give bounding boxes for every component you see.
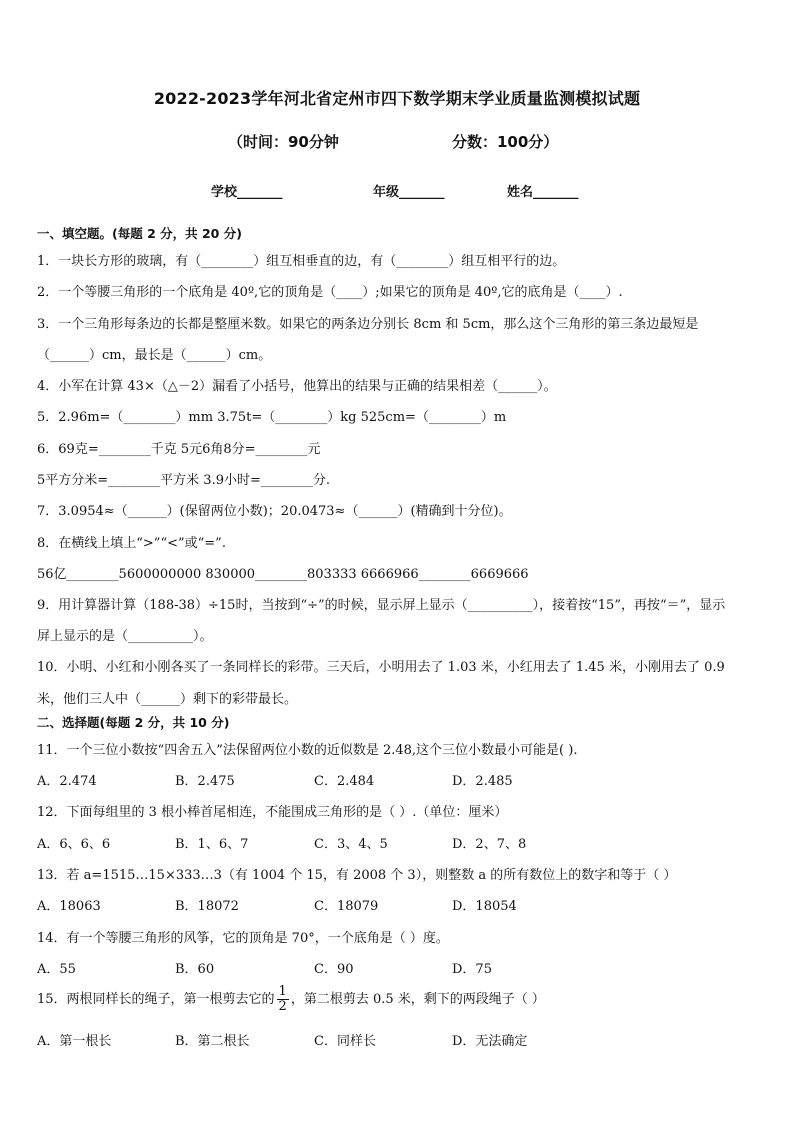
question-line: 5平方分米=________平方米 3.9小时=________分. [37, 473, 330, 488]
fraction [277, 985, 289, 1014]
name-field: 姓名_______ [507, 185, 579, 200]
question-line: 5．2.96m=（________）mm 3.75t=（________）kg 525cm=（________）m [37, 410, 507, 425]
option-c: C．18079 [314, 899, 379, 914]
option-a: A．18063 [37, 899, 101, 914]
question-line: 9．用计算器计算（188-38）÷15时，当按到“÷”的时候，显示屏上显示（__________），接着按“15”，再按“＝”，显示 [37, 598, 726, 613]
option-c: C．3、4、5 [314, 837, 388, 852]
question-line: 6．69克=________千克 5元6角8分=________元 [37, 442, 321, 457]
question-line: 14．有一个等腰三角形的风筝，它的顶角是 70°，一个底角是（ ）度。 [37, 931, 449, 946]
option-a: A．6、6、6 [37, 837, 111, 852]
question-line: 7．3.0954≈（______）(保留两位小数)；20.0473≈（______）(精确到十分位)。 [37, 504, 512, 519]
page-title: 2022-2023学年河北省定州市四下数学期末学业质量监测模拟试题 [153, 89, 641, 108]
fraction-denominator: 2 [278, 999, 287, 1014]
question-line: 屏上显示的是（__________）。 [37, 629, 213, 644]
option-b: B．第二根长 [175, 1034, 250, 1049]
question-text-after: ，第二根剪去 0.5 米，剩下的两段绳子（ ） [290, 992, 545, 1007]
option-a: A．55 [37, 962, 76, 977]
question-line: （______）cm，最长是（______）cm。 [37, 348, 272, 363]
option-c: C．90 [314, 962, 354, 977]
option-a: A．第一根长 [37, 1034, 112, 1049]
option-d: D．18054 [452, 899, 517, 914]
exam-score: 分数：100分） [452, 133, 559, 151]
option-b: B．2.475 [175, 774, 235, 789]
option-c: C．2.484 [314, 774, 375, 789]
question-line: 3．一个三角形每条边的长都是整厘米数。如果它的两条边分别长 8cm 和 5cm，那么这个三角形的第三条边最短是 [37, 317, 699, 332]
question-line: 米，他们三人中（______）剩下的彩带最长。 [37, 692, 298, 707]
option-d: D．2.485 [452, 774, 513, 789]
section-heading-fill-in: 一、填空题。(每题 2 分，共 20 分) [37, 226, 242, 241]
option-d: D．无法确定 [452, 1034, 528, 1049]
question-text-before: 15．两根同样长的绳子，第一根剪去它的 [37, 992, 275, 1007]
question-line: 56亿________5600000000 830000________803333 6666966________6669666 [37, 567, 529, 582]
question-line: 13．若 a=1515…15×333…3（有 1004 个 15，有 2008 个 3），则整数 a 的所有数位上的数字和等于（ ） [37, 868, 677, 883]
section-heading-choice: 二、选择题(每题 2 分，共 10 分) [37, 715, 230, 730]
question-line: 8．在横线上填上“>”“<”或“=”. [37, 536, 226, 551]
question-line: 4．小军在计算 43×（△－2）漏看了小括号，他算出的结果与正确的结果相差（______）。 [37, 379, 557, 394]
question-line: 1．一块长方形的玻璃，有（________）组互相垂直的边，有（________）组互相平行的边。 [37, 254, 566, 269]
question-line: 2．一个等腰三角形的一个底角是 40º,它的顶角是（____）;如果它的顶角是 40º,它的底角是（____）. [37, 285, 623, 300]
option-b: B．60 [175, 962, 215, 977]
question-line: 12．下面每组里的 3 根小棒首尾相连，不能围成三角形的是（ ）.（单位：厘米） [37, 805, 508, 820]
option-a: A．2.474 [37, 774, 97, 789]
school-field: 学校_______ [211, 185, 283, 200]
fraction-numerator: 1 [278, 984, 287, 999]
question-line [37, 985, 545, 1014]
option-b: B．18072 [175, 899, 239, 914]
question-line: 10．小明、小红和小刚各买了一条同样长的彩带。三天后，小明用去了 1.03 米，小红用去了 1.45 米，小刚用去了 0.9 [37, 660, 725, 675]
option-b: B．1、6、7 [175, 837, 249, 852]
option-d: D．2、7、8 [452, 837, 527, 852]
grade-field: 年级_______ [373, 185, 445, 200]
question-line: 11．一个三位小数按“四舍五入”法保留两位小数的近似数是 2.48,这个三位小数最小可能是( ). [37, 743, 578, 758]
exam-time: （时间：90分钟 [228, 133, 339, 151]
option-d: D．75 [452, 962, 492, 977]
option-c: C．同样长 [314, 1034, 376, 1049]
